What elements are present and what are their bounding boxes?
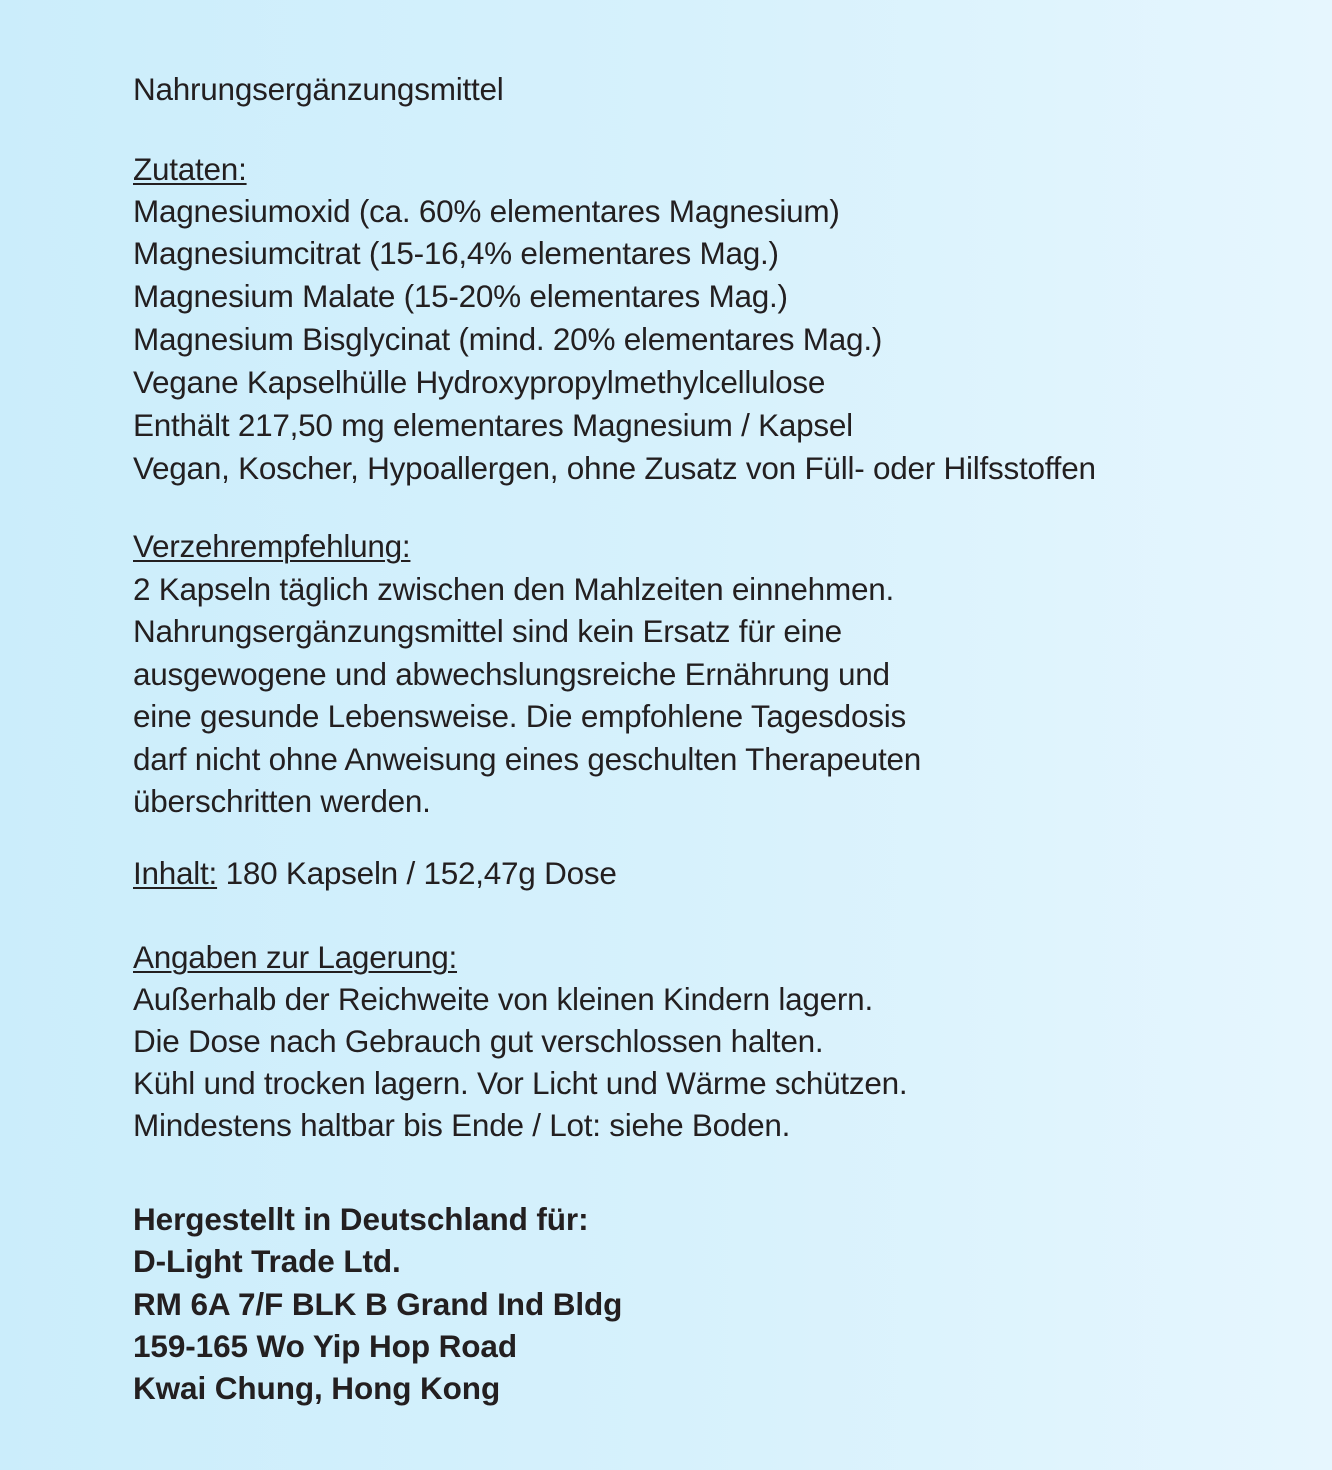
ingredients-heading: Zutaten:: [133, 151, 247, 187]
manufacturer-address-line: 159-165 Wo Yip Hop Road: [133, 1328, 517, 1364]
contents-value: 180 Kapseln / 152,47g Dose: [217, 855, 617, 891]
ingredient-line: Magnesium Bisglycinat (mind. 20% elementares Mag.): [133, 321, 883, 357]
ingredient-line: Vegane Kapselhülle Hydroxypropylmethylcellulose: [133, 364, 826, 400]
dosage-line: darf nicht ohne Anweisung eines geschulten Therapeuten: [133, 741, 921, 777]
ingredient-line: Magnesiumcitrat (15-16,4% elementares Mag.): [133, 235, 779, 271]
contents-heading: Inhalt:: [133, 855, 218, 891]
dosage-heading: Verzehrempfehlung:: [133, 528, 411, 564]
dosage-line: 2 Kapseln täglich zwischen den Mahlzeiten einnehmen.: [133, 571, 894, 607]
manufacturer-address-line: Kwai Chung, Hong Kong: [133, 1370, 501, 1406]
ingredient-line: Vegan, Koscher, Hypoallergen, ohne Zusatz von Füll- oder Hilfsstoffen: [133, 450, 1096, 486]
storage-line: Die Dose nach Gebrauch gut verschlossen halten.: [133, 1023, 824, 1059]
manufacturer-address-line: RM 6A 7/F BLK B Grand Ind Bldg: [133, 1286, 623, 1322]
ingredient-line: Magnesiumoxid (ca. 60% elementares Magnesium): [133, 193, 840, 229]
storage-heading: Angaben zur Lagerung:: [133, 939, 458, 975]
manufacturer-name: D-Light Trade Ltd.: [133, 1243, 401, 1279]
manufacturer-line: Hergestellt in Deutschland für:: [133, 1201, 589, 1237]
storage-line: Mindestens haltbar bis Ende / Lot: siehe Boden.: [133, 1107, 791, 1143]
dosage-line: Nahrungsergänzungsmittel sind kein Ersatz für eine: [133, 613, 842, 649]
storage-line: Kühl und trocken lagern. Vor Licht und Wärme schützen.: [133, 1065, 908, 1101]
supplement-label: [133, 0, 1323, 1470]
dosage-line: überschritten werden.: [133, 783, 431, 819]
storage-line: Außerhalb der Reichweite von kleinen Kindern lagern.: [133, 981, 873, 1017]
dosage-line: ausgewogene und abwechslungsreiche Ernährung und: [133, 656, 890, 692]
dosage-line: eine gesunde Lebensweise. Die empfohlene Tagesdosis: [133, 698, 906, 734]
contents-line: [133, 855, 617, 891]
ingredient-line: Magnesium Malate (15-20% elementares Mag.): [133, 278, 788, 314]
product-type: Nahrungsergänzungsmittel: [133, 71, 504, 107]
ingredient-line: Enthält 217,50 mg elementares Magnesium / Kapsel: [133, 407, 853, 443]
